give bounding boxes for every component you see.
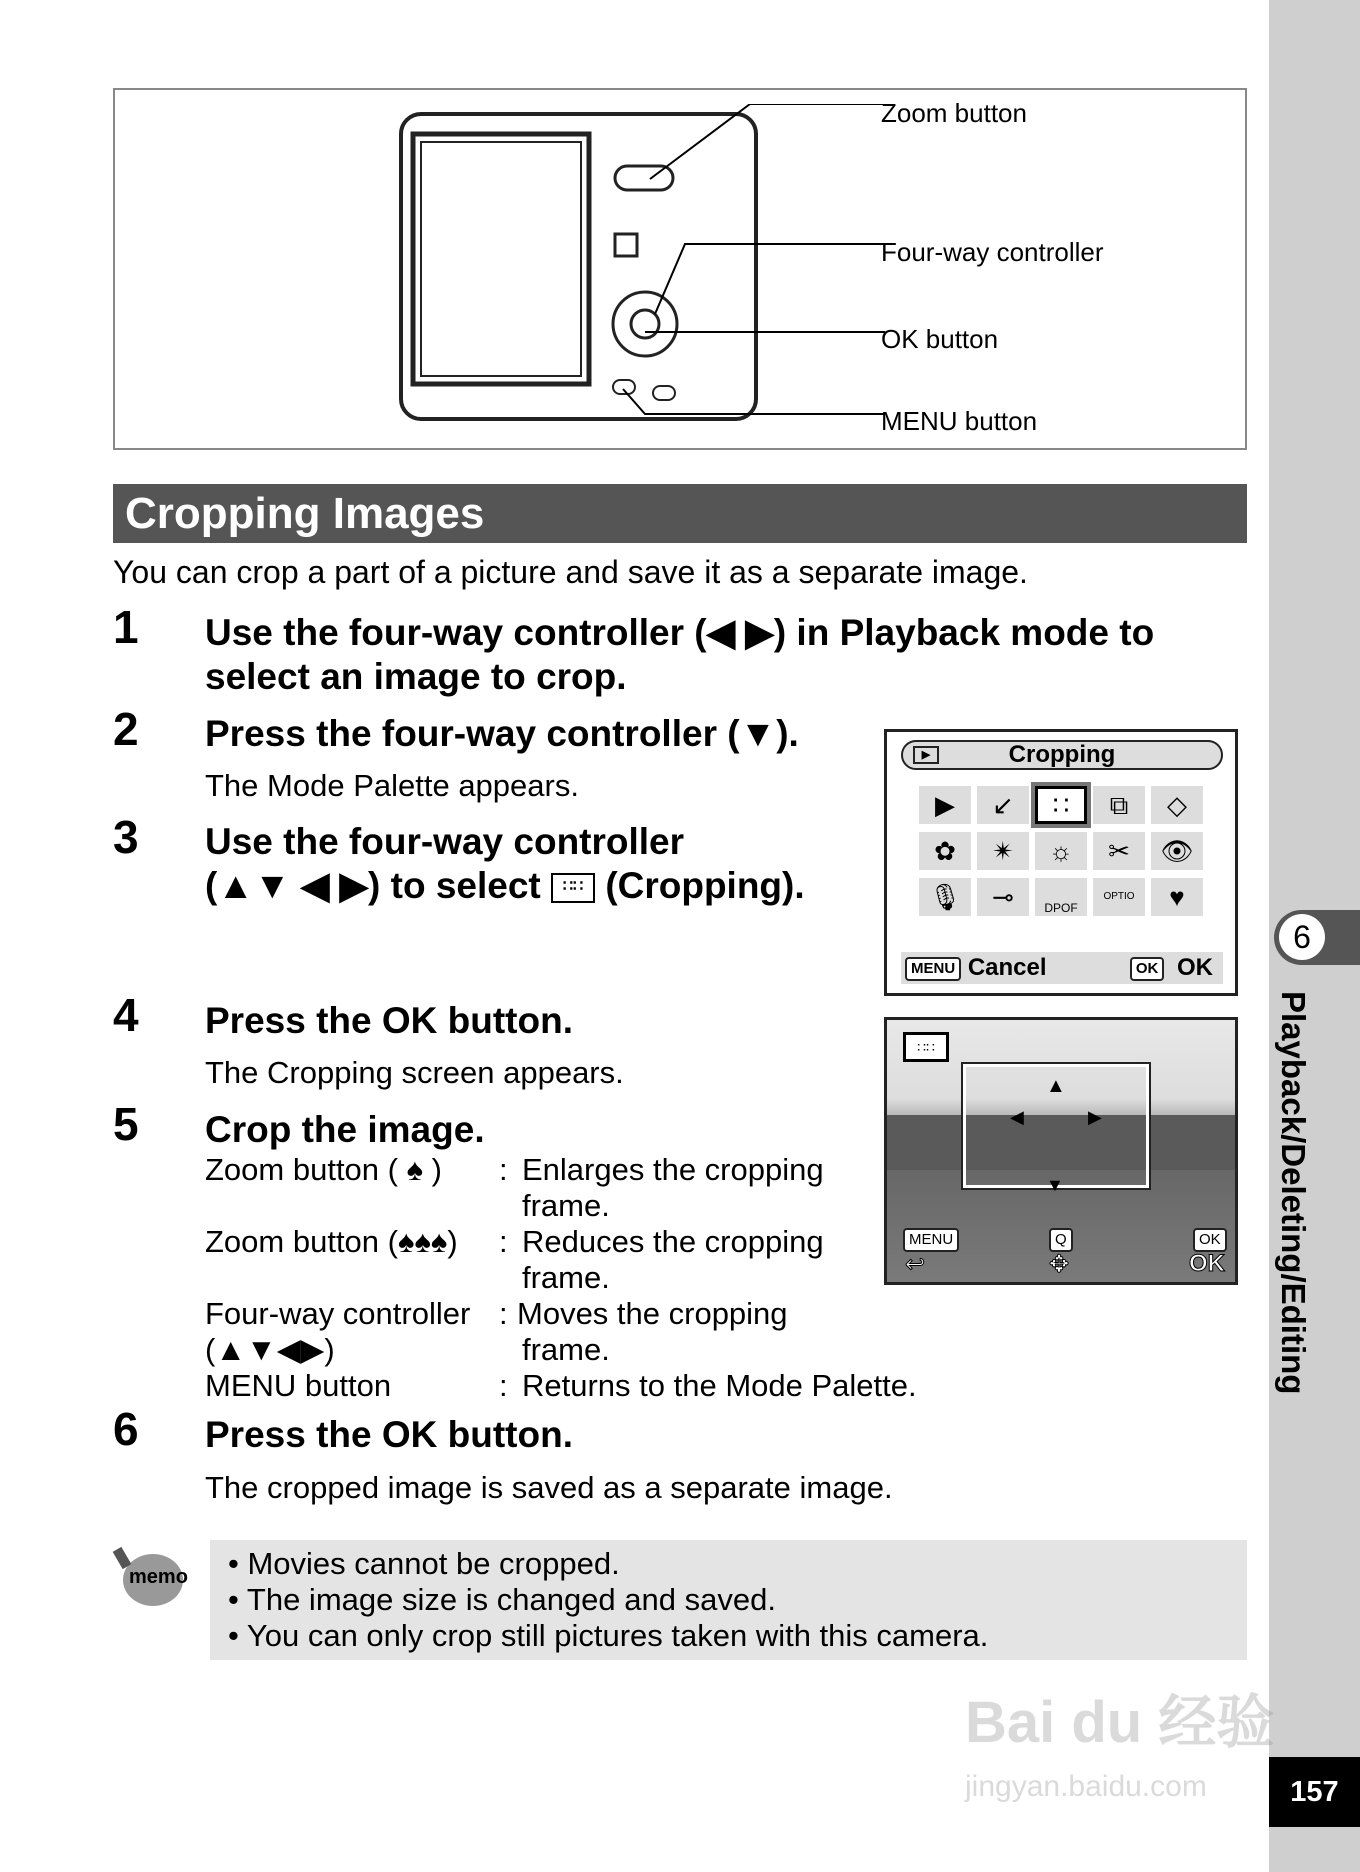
step-number: 1 (113, 601, 139, 653)
palette-footer (901, 952, 1223, 984)
cropping-icon: ∷∷ (903, 1032, 949, 1062)
palette-icon-slideshow[interactable]: ▶ (919, 786, 971, 824)
arrow-left-icon: ◀ (1010, 1107, 1024, 1127)
callout-menu-button: MENU button (881, 406, 1038, 436)
step-title: Crop the image. (205, 1109, 485, 1150)
arrow-down-icon: ▼ (1046, 1175, 1064, 1195)
page-number: 157 (1269, 1757, 1360, 1827)
chapter-number: 6 (1279, 914, 1325, 960)
callout-zoom-button: Zoom button (881, 98, 1027, 128)
step-title (205, 864, 805, 908)
memo-icon (117, 1548, 188, 1606)
colon: : (499, 1296, 508, 1331)
palette-icon-filter[interactable]: ✴ (977, 832, 1029, 870)
ok-key: OK (1193, 1228, 1227, 1252)
memo-item: • Movies cannot be cropped. (228, 1546, 620, 1581)
camera-illustration (395, 104, 885, 434)
control-description: frame. (522, 1260, 610, 1295)
intro-text: You can crop a part of a picture and save it as a separate image. (113, 554, 1028, 590)
control-label: Zoom button ( ♠ ) (205, 1152, 442, 1187)
colon: : (499, 1152, 508, 1187)
control-description: Returns to the Mode Palette. (522, 1368, 917, 1403)
callout-ok-button: OK button (881, 324, 999, 354)
step-title: select an image to crop. (205, 656, 627, 697)
palette-grid (919, 786, 1203, 916)
step-number: 4 (113, 989, 139, 1041)
step-title-part: (Cropping). (605, 865, 805, 906)
control-description: frame. (522, 1332, 610, 1367)
section-title: Cropping Images (113, 484, 1247, 543)
memo-item: • You can only crop still pictures taken with this camera. (228, 1618, 989, 1653)
palette-icon-dpof[interactable]: DPOF (1035, 878, 1087, 916)
chapter-title: Playback/Deleting/Editing (1275, 991, 1312, 1395)
control-description: Reduces the cropping (522, 1224, 824, 1259)
palette-icon-copy[interactable]: ⧉ (1093, 786, 1145, 824)
memo-box (210, 1540, 1247, 1660)
ok-key: OK (1130, 957, 1165, 981)
palette-icon-movie-edit[interactable]: ✂ (1093, 832, 1145, 870)
colon: : (499, 1368, 508, 1403)
watermark-url: jingyan.baidu.com (965, 1770, 1207, 1803)
back-icon: ↩ (905, 1251, 926, 1278)
palette-icon-red-eye[interactable]: 👁 (1151, 832, 1203, 870)
callout-four-way-controller: Four-way controller (881, 237, 1104, 267)
menu-key: MENU (903, 1228, 959, 1252)
palette-icon-favorite[interactable]: ♥ (1151, 878, 1203, 916)
cancel-label: Cancel (967, 954, 1047, 981)
menu-key: MENU (905, 957, 961, 981)
palette-icon-frame[interactable]: ✿ (919, 832, 971, 870)
step-number: 3 (113, 811, 139, 863)
memo-label: memo (129, 1566, 188, 1588)
arrow-right-icon: ▶ (1088, 1107, 1102, 1127)
palette-icon-resize[interactable]: ↙ (977, 786, 1029, 824)
control-label: (▲▼◀▶) (205, 1332, 335, 1367)
step-title: Press the OK button. (205, 1000, 573, 1041)
step-title: Press the four-way controller (▼). (205, 713, 799, 754)
control-label: Four-way controller (205, 1296, 471, 1331)
crop-frame[interactable] (963, 1064, 1149, 1195)
ok-label: OK (1189, 1250, 1225, 1277)
palette-icon-rotate[interactable]: ◇ (1151, 786, 1203, 824)
cropping-screen (884, 1017, 1238, 1285)
zoom-key: Q (1049, 1228, 1073, 1252)
step-description: The cropped image is saved as a separate image. (205, 1470, 893, 1505)
arrow-up-icon: ▲ (1046, 1075, 1066, 1097)
step-title: Press the OK button. (205, 1414, 573, 1455)
palette-title-bar (901, 740, 1223, 770)
cropping-icon: ∷∷ (551, 873, 595, 903)
control-description: Enlarges the cropping (522, 1152, 824, 1187)
camera-figure (113, 88, 1247, 450)
control-description: Moves the cropping (517, 1296, 788, 1331)
colon: : (499, 1224, 508, 1259)
palette-icon-cropping[interactable]: ∷ (1035, 786, 1087, 824)
palette-icon-protect[interactable]: ⊸ (977, 878, 1029, 916)
palette-icon-start-screen[interactable]: OPTIO (1093, 878, 1145, 916)
playback-icon: ▶ (913, 746, 939, 764)
step-number: 5 (113, 1098, 139, 1150)
memo-item: • The image size is changed and saved. (228, 1582, 776, 1617)
step-title: Use the four-way controller (205, 821, 685, 862)
palette-icon-brightness[interactable]: ☼ (1035, 832, 1087, 870)
step-number: 2 (113, 703, 139, 755)
palette-title: Cropping (1008, 741, 1116, 768)
step-title: Use the four-way controller (◀ ▶) in Playback mode to (205, 612, 1155, 653)
mode-palette-screen (884, 729, 1238, 996)
step-description: The Cropping screen appears. (205, 1055, 624, 1090)
control-label: MENU button (205, 1368, 392, 1403)
watermark-brand: Bai du 经验 (965, 1690, 1275, 1755)
step-title-part: (▲▼ ◀ ▶) to select (205, 865, 541, 906)
move-icon: ✥ (1049, 1251, 1070, 1278)
step-number: 6 (113, 1403, 139, 1455)
control-description: frame. (522, 1188, 610, 1223)
control-label: Zoom button (♠♠♠) (205, 1224, 458, 1259)
step-description: The Mode Palette appears. (205, 768, 579, 803)
ok-label: OK (1177, 954, 1213, 981)
palette-icon-voice-memo[interactable]: 🎙 (919, 878, 971, 916)
